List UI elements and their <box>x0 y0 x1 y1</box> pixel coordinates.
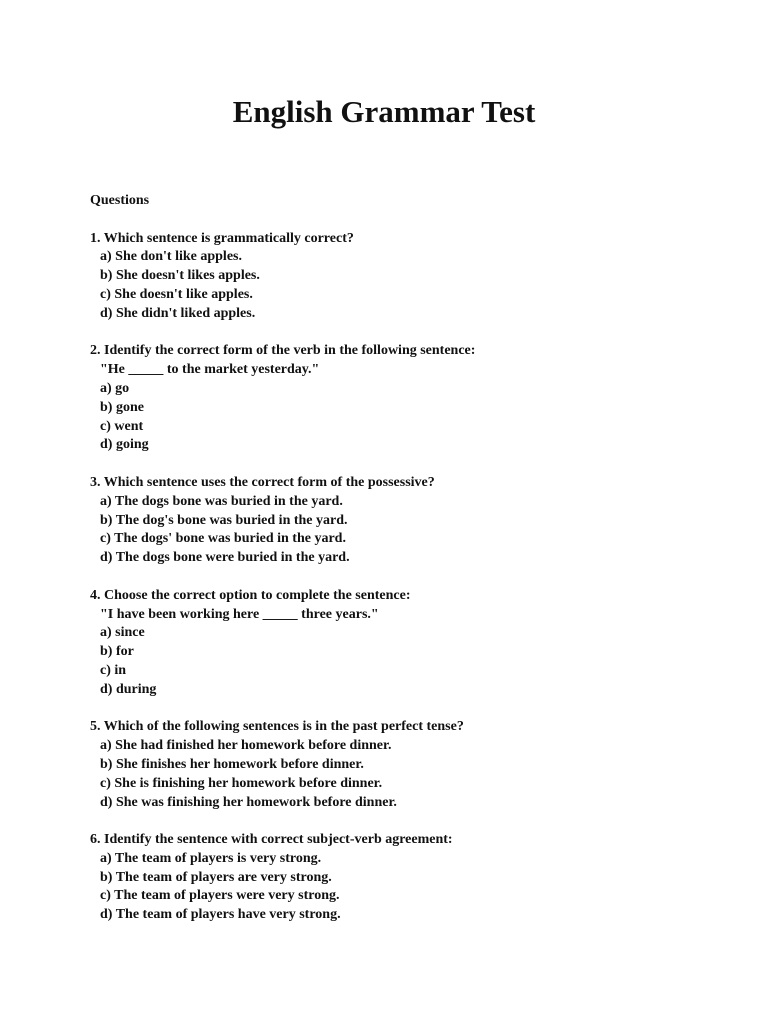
answer-option: c) She is finishing her homework before dinner. <box>100 775 383 791</box>
answer-option: b) for <box>100 644 134 660</box>
question-3 <box>90 474 730 568</box>
document-title: English Grammar Test <box>232 94 536 129</box>
answer-option: b) She finishes her homework before dinner. <box>100 756 364 772</box>
question-text: 3. Which sentence uses the correct form of the possessive? <box>90 474 435 490</box>
question-text: 2. Identify the correct form of the verb in the following sentence: <box>90 343 476 359</box>
answer-option: a) The team of players is very strong. <box>100 850 322 866</box>
answer-option: b) She doesn't likes apples. <box>100 268 260 284</box>
answer-option: d) going <box>100 437 149 453</box>
answer-option: a) go <box>100 380 130 396</box>
answer-option: d) She didn't liked apples. <box>100 305 256 321</box>
answer-option: a) She don't like apples. <box>100 249 242 265</box>
question-6 <box>90 831 730 925</box>
answer-option: b) The dog's bone was buried in the yard. <box>100 512 348 528</box>
question-text: 5. Which of the following sentences is in the past perfect tense? <box>90 719 464 735</box>
answer-option: d) during <box>100 681 157 697</box>
answer-option: c) The dogs' bone was buried in the yard. <box>100 531 346 547</box>
question-quote: "I have been working here _____ three years." <box>100 606 379 622</box>
answer-option: c) went <box>100 418 144 434</box>
question-text: 1. Which sentence is grammatically correct? <box>90 230 354 246</box>
question-2 <box>90 342 730 455</box>
answer-option: a) The dogs bone was buried in the yard. <box>100 493 343 509</box>
answer-option: d) The team of players have very strong. <box>100 907 341 923</box>
answer-option: d) The dogs bone were buried in the yard. <box>100 550 350 566</box>
question-quote: "He _____ to the market yesterday." <box>100 362 320 378</box>
answer-option: a) since <box>100 625 145 641</box>
answer-option: b) The team of players are very strong. <box>100 869 332 885</box>
answer-option: c) The team of players were very strong. <box>100 888 340 904</box>
question-text: 4. Choose the correct option to complete the sentence: <box>90 587 411 603</box>
answer-option: c) in <box>100 662 127 678</box>
question-text: 6. Identify the sentence with correct subject-verb agreement: <box>90 832 453 848</box>
answer-option: c) She doesn't like apples. <box>100 286 253 302</box>
answer-option: b) gone <box>100 399 144 415</box>
section-heading: Questions <box>90 193 150 208</box>
answer-option: d) She was finishing her homework before dinner. <box>100 794 397 810</box>
answer-option: a) She had finished her homework before dinner. <box>100 738 392 754</box>
question-5 <box>90 718 730 812</box>
questions-section <box>90 192 730 944</box>
question-1 <box>90 230 730 324</box>
question-4 <box>90 587 730 700</box>
